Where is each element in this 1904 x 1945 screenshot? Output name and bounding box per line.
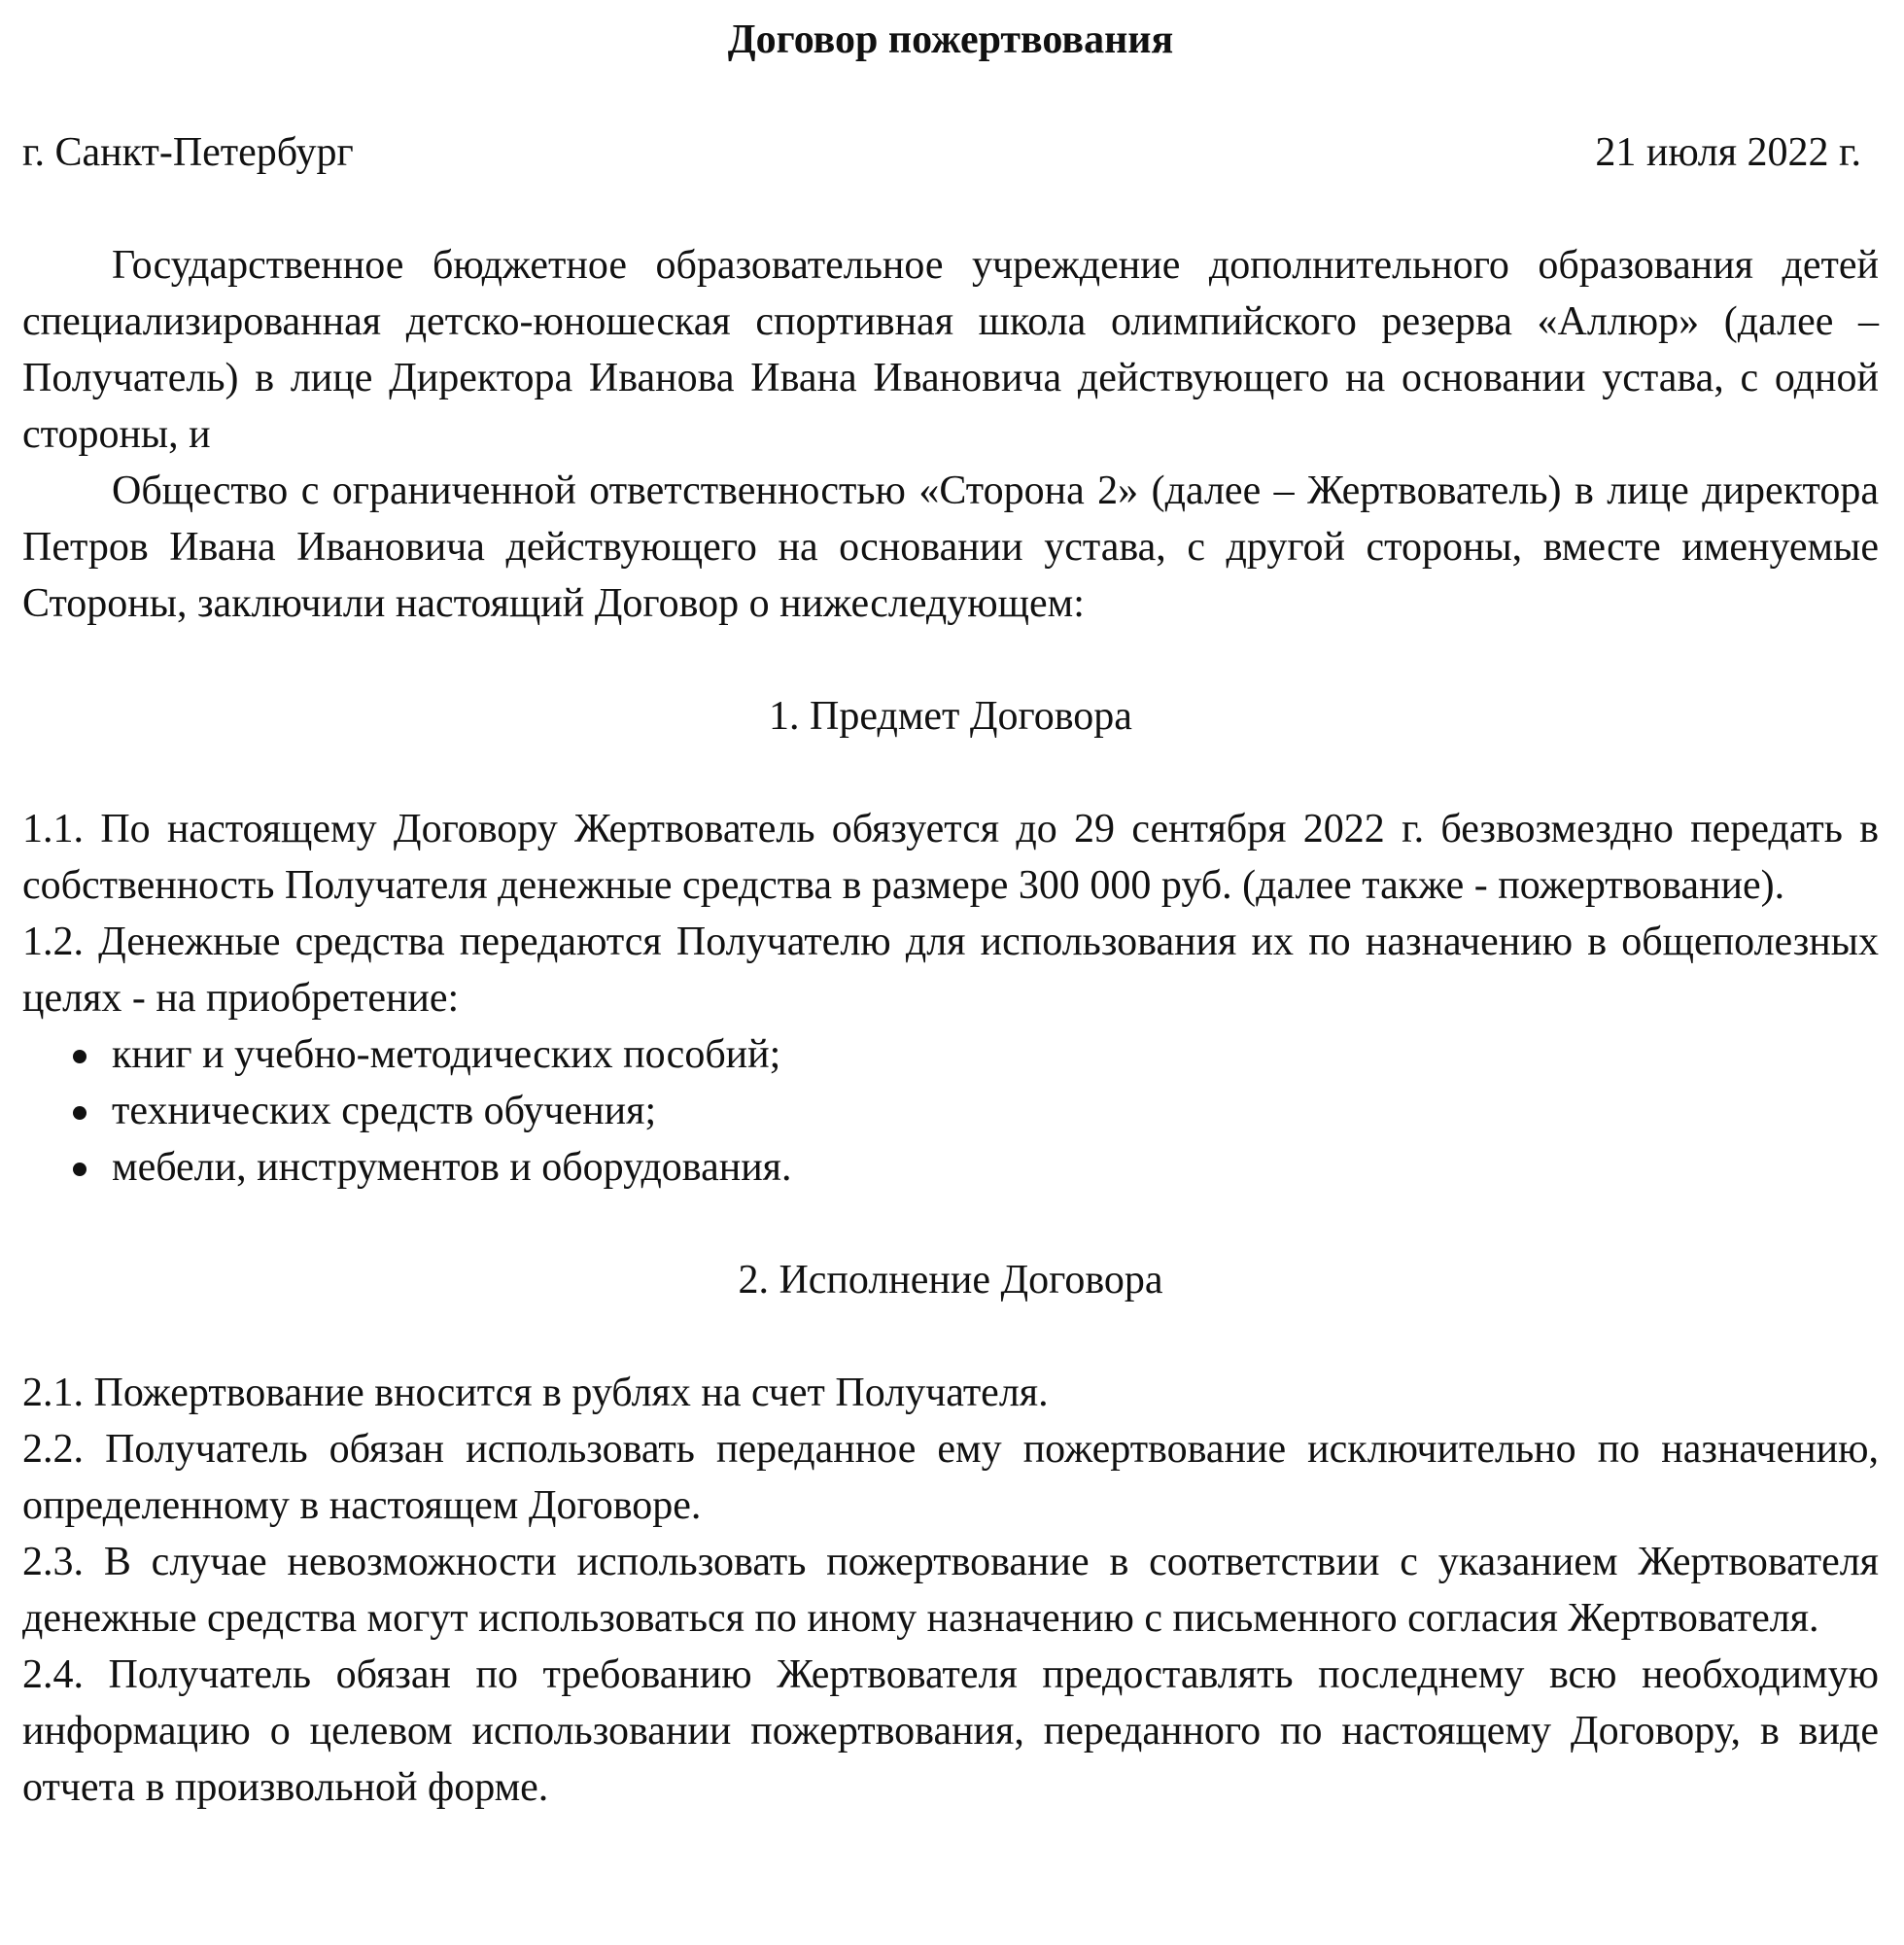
contract-place: г. Санкт-Петербург — [22, 130, 354, 175]
list-item-text: мебели, инструментов и оборудования. — [112, 1145, 792, 1190]
list-item — [22, 1026, 1879, 1083]
clause-2-2: 2.2. Получатель обязан использовать переданное ему пожертвование исключительно по назначению, определенному в настоящем Договоре. — [22, 1427, 1879, 1528]
bullet-icon — [73, 1163, 87, 1176]
spacer — [22, 632, 1879, 688]
clause-2-4: 2.4. Получатель обязан по требованию Жертвователя предоставлять последнему всю необходимую информацию о целевом использовании пожертвования, переданного по настоящему Договору, в виде отчета в произвольной форме. — [22, 1652, 1879, 1810]
recipient-party-paragraph: Государственное бюджетное образовательное учреждение дополнительного образования детей специализированная детско-юношеская спортивная школа олимпийского резерва «Аллюр» (далее – Получатель) в лице Директора Иванова Ивана Ивановича действующего на основании устава, с одной стороны, и — [22, 243, 1879, 457]
list-item-text: технических средств обучения; — [112, 1089, 657, 1133]
spacer — [22, 1196, 1879, 1252]
spacer — [22, 745, 1879, 801]
clause-2-3: 2.3. В случае невозможности использовать пожертвование в соответствии с указанием Жертвователя денежные средства могут использоваться по иному назначению с письменного согласия Жертвователя. — [22, 1540, 1879, 1641]
section-2-heading: 2. Исполнение Договора — [738, 1258, 1163, 1302]
bullet-icon — [73, 1106, 87, 1120]
clause-1-2: 1.2. Денежные средства передаются Получателю для использования их по назначению в общеполезных целях - на приобретение: — [22, 920, 1879, 1021]
place-date-row — [22, 124, 1879, 181]
clause-1-1: 1.1. По настоящему Договору Жертвователь обязуется до 29 сентября 2022 г. безвозмездно передать в собственность Получателя денежные средства в размере 300 000 руб. (далее также - пожертвование). — [22, 807, 1879, 908]
spacer — [22, 181, 1879, 237]
contract-date: 21 июля 2022 г. — [1595, 130, 1861, 175]
document-title: Договор пожертвования — [727, 17, 1174, 62]
list-item — [22, 1139, 1879, 1196]
list-item-text: книг и учебно-методических пособий; — [112, 1032, 781, 1077]
bullet-icon — [73, 1050, 87, 1063]
document-page — [22, 12, 1879, 1816]
purchase-list — [22, 1026, 1879, 1196]
clause-2-1: 2.1. Пожертвование вносится в рублях на счет Получателя. — [22, 1371, 1049, 1415]
donor-party-paragraph: Общество с ограниченной ответственностью «Сторона 2» (далее – Жертвователь) в лице директора Петров Ивана Ивановича действующего на основании устава, с другой стороны, вместе именуемые Стороны, заключили настоящий Договор о нижеследующем: — [22, 469, 1879, 626]
spacer — [22, 1308, 1879, 1365]
list-item — [22, 1083, 1879, 1139]
section-1-heading: 1. Предмет Договора — [769, 694, 1132, 739]
